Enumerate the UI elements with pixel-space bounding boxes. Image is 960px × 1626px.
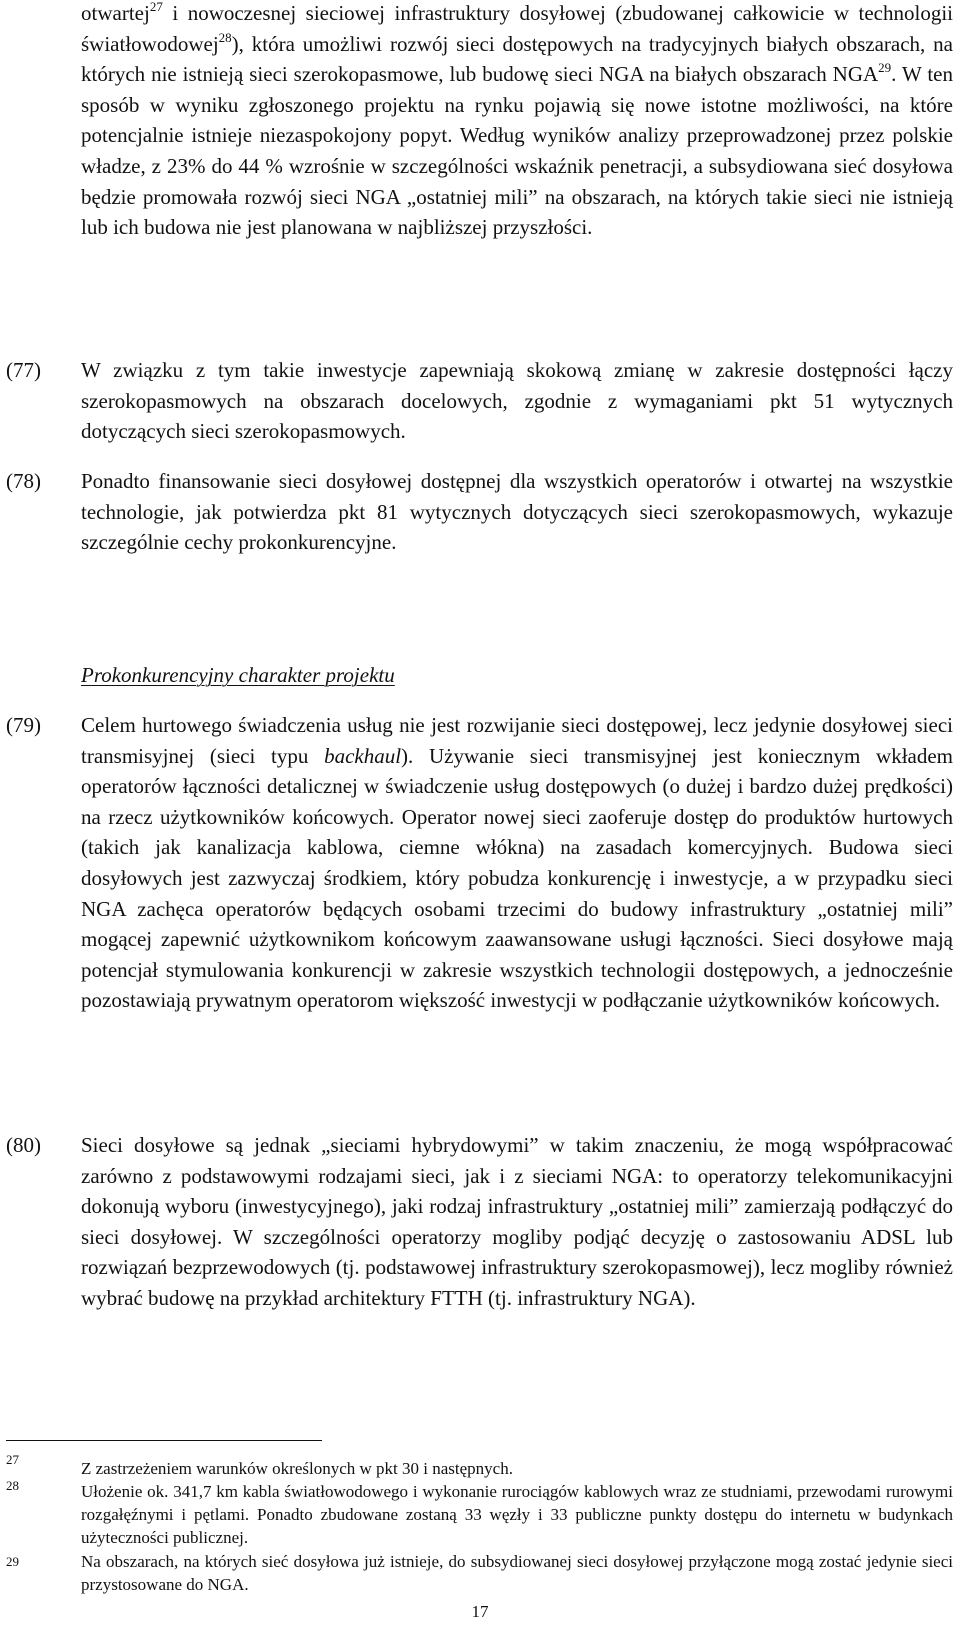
paragraph-77-number: (77) (6, 358, 41, 382)
continuation-text-2: i nowoczesnej sieciowej infrastruktury dosyłowej (zbudowanej całkowicie w technologii światłowodowej (81, 1, 953, 56)
paragraph-79-text-1: Celem hurtowego świadczenia usług nie jest rozwijanie sieci dostępowej, lecz jedynie dosyłowej sieci transmisyjnej (sieci typu (81, 713, 953, 768)
continuation-text-3: ), która umożliwi rozwój sieci dostępowych na tradycyjnych białych obszarach, na których nie istnieją sieci szerokopasmowe, lub budowę sieci NGA na białych obszarach NGA (81, 31, 953, 87)
continuation-text-1: otwartej (81, 1, 150, 25)
paragraph-76-continuation (81, 0, 953, 243)
paragraph-79-text (81, 710, 953, 1016)
paragraph-77-text: W związku z tym takie inwestycje zapewniają skokową zmianę w zakresie dostępności łączy szerokopasmowych na obszarach docelowych, zgodnie z wymaganiami pkt 51 wytycznych dotyczących sieci szerokopasmowych. (81, 358, 953, 444)
footnote-ref-27[interactable]: 27 (149, 0, 163, 14)
paragraph-80-text: Sieci dosyłowe są jednak „sieciami hybrydowymi” w takim znaczeniu, że mogą współpracować zarówno z podstawowymi rodzajami sieci, jak i z sieciami NGA: to operatorzy telekomunikacyjni dokonują wyboru (inwestycyjnego), jaki rodzaj infrastruktury „ostatniej mili” zamierzają podłączyć do sieci dosyłowej. W szczególności operatorzy mogliby podjąć decyzję o zastosowaniu ADSL lub rozwiązań bezprzewodowych (tj. podstawowej infrastruktury szerokopasmowej), lecz mogliby również wybrać budowę na przykład architektury FTTH (tj. infrastruktury NGA). (81, 1133, 953, 1310)
footnote-28-text: Ułożenie ok. 341,7 km kabla światłowodowego i wykonanie rurociągów kablowych wraz ze studniami, przewodami rurowymi rozgałęźnymi i pętlami. Ponadto zbudowane zostaną 33 węzły i 33 publiczne punkty dostępu do internetu w budynkach użyteczności publicznej. (81, 1482, 953, 1548)
paragraph-79-italic-term: backhaul (324, 743, 402, 768)
footnote-separator (6, 1440, 322, 1441)
paragraph-79-number: (79) (6, 713, 41, 737)
footnote-ref-29[interactable]: 29 (878, 60, 892, 76)
paragraph-78-text: Ponadto finansowanie sieci dosyłowej dostępnej dla wszystkich operatorów i otwartej na wszystkie technologie, jak potwierdza pkt 81 wytycznych dotyczących sieci szerokopasmowych, wykazuje szczególnie cechy prokonkurencyjne. (81, 469, 953, 555)
footnote-27-text: Z zastrzeżeniem warunków określonych w pkt 30 i następnych. (81, 1459, 513, 1478)
section-heading: Prokonkurencyjny charakter projektu (81, 663, 395, 687)
footnote-27-number: 27 (6, 1452, 19, 1467)
footnote-29-number: 29 (6, 1554, 19, 1569)
paragraph-79-text-2: ). Używanie sieci transmisyjnej jest koniecznym wkładem operatorów łączności detalicznej w świadczenie usług dostępowych (o dużej i bardzo dużej prędkości) na rzecz użytkowników końcowych. Operator nowej sieci zaoferuje dostęp do produktów hurtowych (takich jak kanalizacja kablowa, ciemne włókna) na zasadach komercyjnych. Budowa sieci dosyłowych jest zazwyczaj środkiem, który pobudza konkurencję i inwestycje, a w przypadku sieci NGA zachęca operatorów będących osobami trzecimi do budowy infrastruktury „ostatniej mili” mogącej zapewnić użytkownikom końcowym zaawansowane usługi łączności. Sieci dosyłowe mają potencjał stymulowania konkurencji w zakresie wszystkich technologii dostępowych, a jednocześnie pozostawiają prywatnym operatorom większość inwestycji w podłączanie użytkowników końcowych. (81, 743, 953, 1013)
footnote-ref-28[interactable]: 28 (218, 29, 232, 45)
continuation-text-4: . W ten sposób w wyniku zgłoszonego projektu na rynku pojawią się nowe istotne możliwości, na które potencjalnie istnieje niezaspokojony popyt. Według wyników analizy przeprowadzonej przez polskie władze, z 23% do 44 % wzrośnie w szczególności wskaźnik penetracji, a subsydiowana sieć dosyłowa będzie promowała rozwój sieci NGA „ostatniej mili” na obszarach, na których takie sieci nie istnieją lub ich budowa nie jest planowana w najbliższej przyszłości. (81, 62, 953, 240)
paragraph-78-number: (78) (6, 469, 41, 493)
footnote-28-number: 28 (6, 1478, 19, 1493)
page-number: 17 (471, 1602, 489, 1621)
paragraph-80-number: (80) (6, 1133, 41, 1157)
footnote-29-text: Na obszarach, na których sieć dosyłowa już istnieje, do subsydiowanej sieci dosyłowej przyłączone mogą zostać jedynie sieci przystosowane do NGA. (81, 1552, 953, 1595)
